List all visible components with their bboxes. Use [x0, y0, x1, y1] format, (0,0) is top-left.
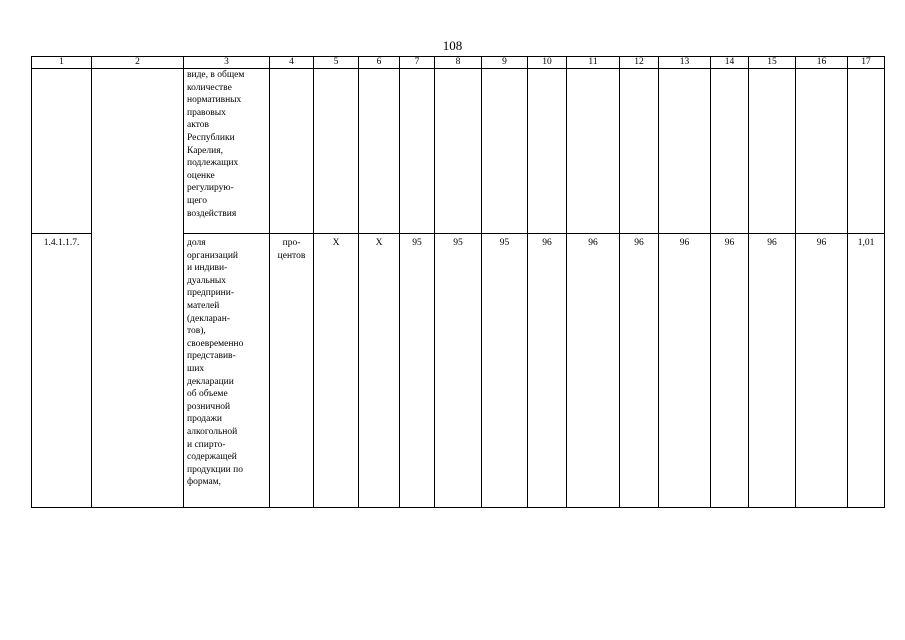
table-cell	[620, 69, 659, 234]
cell-value: 96	[620, 234, 659, 508]
table-cell	[848, 69, 885, 234]
cell-value: 96	[796, 234, 848, 508]
text-line: формам,	[187, 477, 222, 488]
cell-indicator-text	[184, 69, 270, 234]
text-line: ших	[187, 363, 205, 374]
column-number: 12	[620, 57, 659, 69]
column-number: 10	[528, 57, 567, 69]
table-cell	[435, 69, 482, 234]
text-line: центов	[277, 250, 306, 261]
table-cell	[314, 69, 359, 234]
cell-value: 96	[711, 234, 749, 508]
text-line: мателей	[187, 300, 220, 311]
column-number: 16	[796, 57, 848, 69]
text-line: и спирто-	[187, 439, 226, 450]
cell-indicator-text	[184, 234, 270, 508]
column-number: 15	[749, 57, 796, 69]
column-number: 2	[92, 57, 184, 69]
cell-value: 96	[567, 234, 620, 508]
text-line: виде, в общем	[187, 70, 245, 80]
cell-value: 95	[482, 234, 528, 508]
text-line: воздействия	[187, 208, 237, 219]
cell-unit	[270, 234, 314, 508]
text-line: и индиви-	[187, 263, 228, 274]
column-number-row	[32, 57, 885, 69]
cell-value: Х	[314, 234, 359, 508]
page-number: 108	[442, 38, 463, 53]
indicator-text-continued	[187, 69, 266, 220]
text-line: подлежащих	[187, 158, 239, 169]
text-line: розничной	[187, 401, 231, 412]
table-cell	[567, 69, 620, 234]
text-line: дуальных	[187, 275, 227, 286]
column-number: 4	[270, 57, 314, 69]
text-line: тов),	[187, 326, 206, 337]
cell-code: 1.4.1.1.7.	[32, 234, 92, 508]
column-number: 5	[314, 57, 359, 69]
cell-value: 95	[435, 234, 482, 508]
text-line: об объеме	[187, 389, 228, 400]
table-cell	[482, 69, 528, 234]
table-row	[32, 69, 885, 234]
table-cell	[749, 69, 796, 234]
cell-value: 96	[749, 234, 796, 508]
text-line: количестве	[187, 82, 232, 93]
text-line: представив-	[187, 351, 236, 362]
cell-value: 96	[528, 234, 567, 508]
cell-value: 96	[659, 234, 711, 508]
column-number: 14	[711, 57, 749, 69]
text-line: доля	[187, 238, 206, 248]
text-line: алкогольной	[187, 426, 238, 437]
table-cell	[796, 69, 848, 234]
text-line: оценке	[187, 170, 215, 181]
table-cell	[528, 69, 567, 234]
text-line: предприни-	[187, 288, 235, 299]
text-line: содержащей	[187, 452, 237, 463]
text-line: (декларан-	[187, 313, 231, 324]
column-number: 17	[848, 57, 885, 69]
column-number: 3	[184, 57, 270, 69]
text-line: про-	[282, 238, 301, 248]
indicator-table	[31, 56, 885, 508]
text-line: своевременно	[187, 338, 244, 349]
text-line: нормативных	[187, 95, 242, 106]
column-number: 1	[32, 57, 92, 69]
cell-code	[32, 69, 92, 234]
column-number: 9	[482, 57, 528, 69]
text-line: Карелия,	[187, 145, 223, 156]
column-number: 6	[359, 57, 400, 69]
unit-text	[273, 237, 310, 262]
cell-value: Х	[359, 234, 400, 508]
text-line: правовых	[187, 107, 226, 118]
table-cell	[659, 69, 711, 234]
table-cell	[711, 69, 749, 234]
text-line: щего	[187, 195, 207, 206]
text-line: продукции по	[187, 464, 243, 475]
cell-value: 1,01	[848, 234, 885, 508]
column-number: 13	[659, 57, 711, 69]
table-cell	[400, 69, 435, 234]
text-line: организаций	[187, 250, 239, 261]
column-number: 11	[567, 57, 620, 69]
indicator-text	[187, 237, 266, 489]
text-line: продажи	[187, 414, 223, 425]
cell-name-merged	[92, 69, 184, 508]
column-number: 7	[400, 57, 435, 69]
table-cell	[359, 69, 400, 234]
cell-value: 95	[400, 234, 435, 508]
text-line: декларации	[187, 376, 234, 387]
text-line: регулирую-	[187, 183, 234, 194]
text-line: Республики	[187, 132, 235, 143]
cell-unit	[270, 69, 314, 234]
column-number: 8	[435, 57, 482, 69]
text-line: актов	[187, 120, 209, 131]
